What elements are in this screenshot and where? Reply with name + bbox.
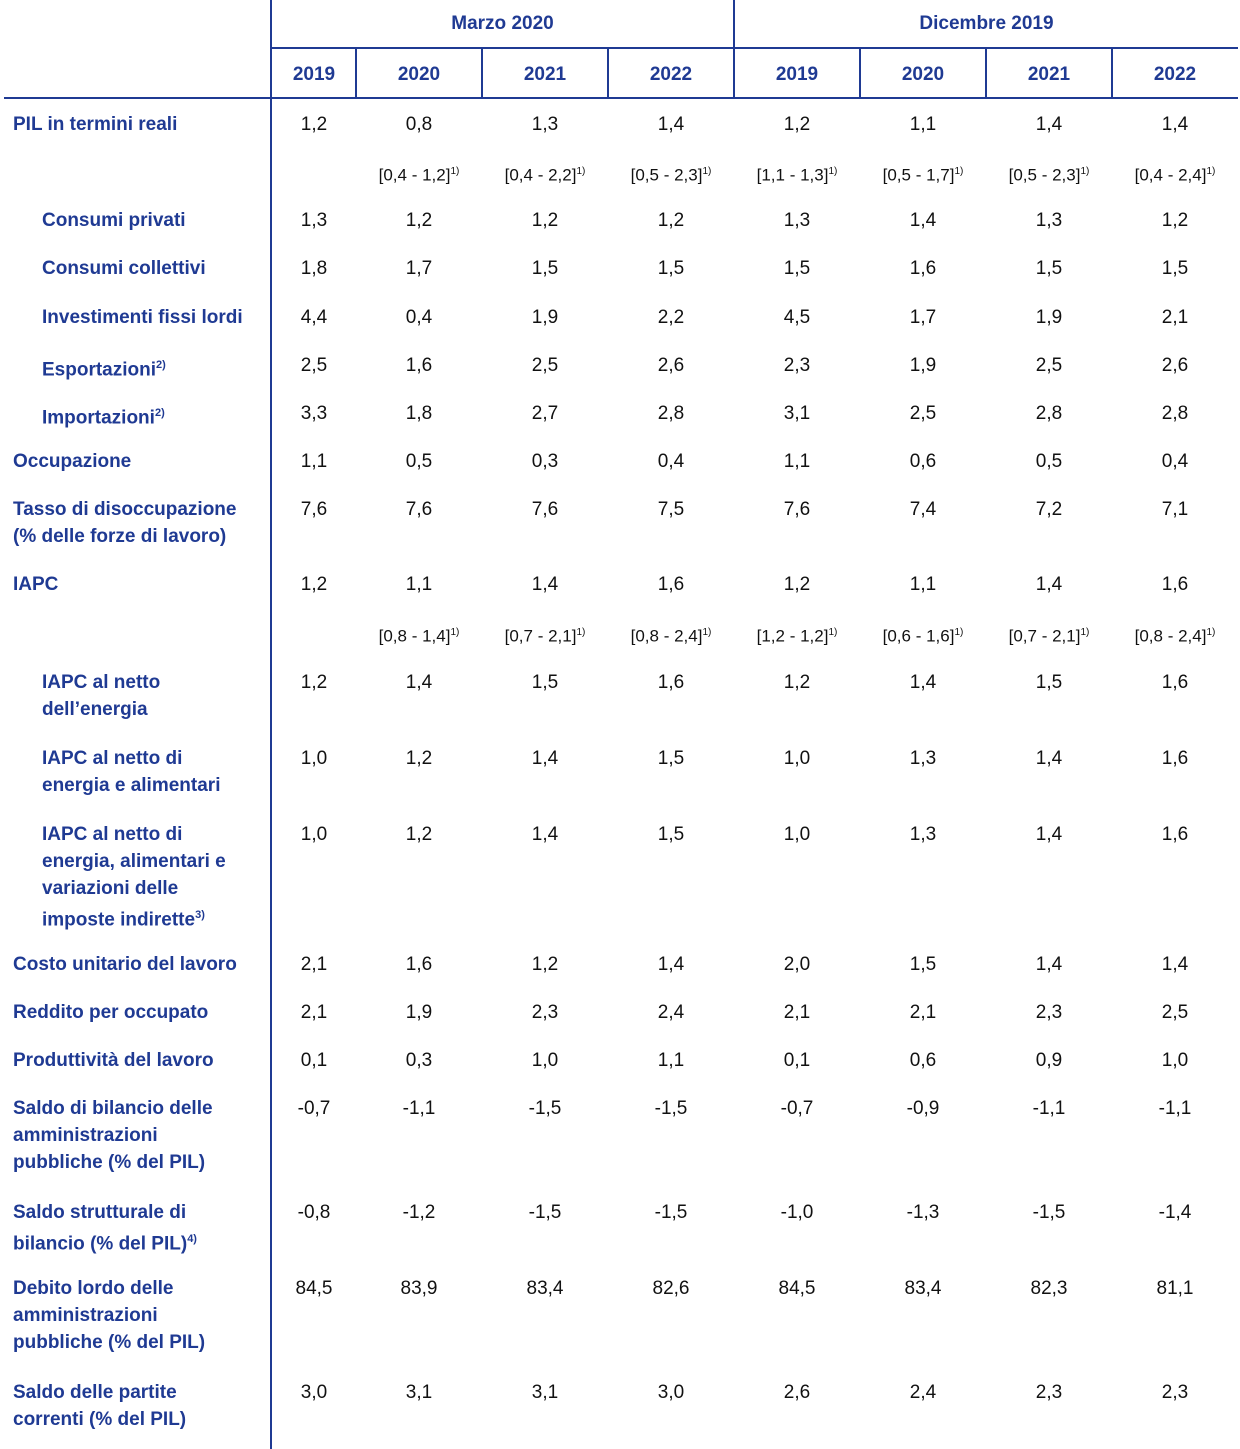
value-cell: 0,6	[909, 451, 937, 472]
value-cell: 3,1	[405, 1382, 433, 1403]
value-cell: 1,6	[657, 574, 685, 595]
value-cell: 0,9	[1035, 1050, 1063, 1071]
value-cell: 2,4	[909, 1382, 937, 1403]
value-cell: 84,5	[295, 1278, 333, 1299]
value-cell: 1,6	[909, 258, 937, 279]
value-cell: -1,5	[528, 1202, 562, 1223]
row-label	[42, 821, 226, 933]
row-label-line: pubbliche (% del PIL)	[13, 1152, 206, 1173]
value-cell: 4,5	[783, 307, 811, 328]
row-label-line: Consumi privati	[42, 210, 186, 231]
value-cell: 2,5	[1161, 1002, 1189, 1023]
value-cell: 1,4	[405, 672, 433, 693]
row-label-line: variazioni delle	[42, 878, 179, 899]
value-cell: 2,3	[1161, 1382, 1189, 1403]
value-cell: 3,3	[300, 403, 328, 424]
value-cell: 1,5	[1161, 258, 1189, 279]
row-label	[42, 255, 206, 282]
value-cell: 1,3	[909, 824, 937, 845]
value-cell: 0,5	[1035, 451, 1063, 472]
value-cell: 1,4	[909, 672, 937, 693]
value-cell: 1,5	[909, 954, 937, 975]
value-cell: -0,8	[297, 1202, 331, 1223]
value-cell: 1,7	[909, 307, 937, 328]
value-cell: 2,6	[783, 1382, 811, 1403]
value-cell: 2,5	[1035, 355, 1063, 376]
range-cell	[482, 619, 608, 650]
value-cell: 1,4	[1161, 954, 1189, 975]
value-cell: 2,3	[1035, 1002, 1063, 1023]
value-cell: 0,3	[405, 1050, 433, 1071]
range-value: [0,4 - 1,2]	[378, 165, 451, 185]
row-label-line: Produttività del lavoro	[13, 1050, 214, 1071]
value-cell: 1,2	[531, 954, 559, 975]
value-cell: 1,2	[405, 748, 433, 769]
value-cell: 1,0	[300, 824, 328, 845]
range-cell	[860, 158, 986, 189]
row-label	[42, 400, 165, 431]
value-cell: -1,3	[906, 1202, 940, 1223]
value-cell: -1,5	[654, 1202, 688, 1223]
value-cell: 1,4	[531, 574, 559, 595]
value-cell: 84,5	[778, 1278, 816, 1299]
row-label-line: Tasso di disoccupazione	[13, 499, 237, 520]
value-cell: 1,0	[783, 748, 811, 769]
range-value: [0,4 - 2,4]	[1134, 165, 1207, 185]
value-cell: 1,1	[300, 451, 328, 472]
value-cell: 1,2	[657, 210, 685, 231]
value-cell: 1,9	[1035, 307, 1063, 328]
value-cell: 1,2	[405, 824, 433, 845]
year-divider	[985, 49, 987, 99]
value-cell: 3,1	[783, 403, 811, 424]
value-cell: 2,3	[1035, 1382, 1063, 1403]
value-cell: 3,0	[300, 1382, 328, 1403]
footnote-marker: 1)	[1080, 627, 1090, 638]
value-cell: -0,7	[297, 1098, 331, 1119]
value-cell: 1,5	[657, 258, 685, 279]
value-cell: 1,4	[1035, 114, 1063, 135]
row-label-line: energia, alimentari e	[42, 851, 226, 872]
row-label-line: Occupazione	[13, 451, 132, 472]
value-cell: 0,3	[531, 451, 559, 472]
year-header: 2020	[397, 63, 441, 85]
value-cell: 2,6	[1161, 355, 1189, 376]
row-label-line: Reddito per occupato	[13, 1002, 209, 1023]
value-cell: 4,4	[300, 307, 328, 328]
year-divider	[481, 49, 483, 99]
value-cell: 1,6	[1161, 824, 1189, 845]
value-cell: 1,1	[909, 114, 937, 135]
range-cell	[482, 158, 608, 189]
value-cell: 0,4	[657, 451, 685, 472]
row-label	[13, 999, 208, 1026]
value-cell: 7,5	[657, 499, 685, 520]
row-label-line: dell’energia	[42, 699, 148, 720]
range-cell	[608, 619, 734, 650]
value-cell: 2,8	[1035, 403, 1063, 424]
row-label-line: Importazioni	[42, 407, 155, 429]
row-label-line: correnti (% del PIL)	[13, 1409, 187, 1430]
value-cell: 1,8	[405, 403, 433, 424]
value-cell: 1,5	[783, 258, 811, 279]
value-cell: 2,3	[531, 1002, 559, 1023]
range-value: [0,5 - 2,3]	[1008, 165, 1081, 185]
value-cell: 81,1	[1156, 1278, 1194, 1299]
row-label	[13, 111, 177, 138]
value-cell: 1,6	[657, 672, 685, 693]
year-header: 2019	[775, 63, 819, 85]
row-label-line: Investimenti fissi lordi	[42, 307, 243, 328]
value-cell: 2,1	[300, 1002, 328, 1023]
value-cell: 2,1	[300, 954, 328, 975]
value-cell: 7,6	[300, 499, 328, 520]
value-cell: 1,5	[531, 672, 559, 693]
value-cell: 2,7	[531, 403, 559, 424]
row-label-line: bilancio (% del PIL)	[13, 1233, 188, 1255]
value-cell: 1,4	[657, 114, 685, 135]
value-cell: 7,6	[783, 499, 811, 520]
range-cell	[734, 158, 860, 189]
range-value: [0,5 - 1,7]	[882, 165, 955, 185]
row-label	[42, 352, 166, 383]
value-cell: 7,4	[909, 499, 937, 520]
value-cell: 83,9	[400, 1278, 438, 1299]
value-cell: 0,5	[405, 451, 433, 472]
range-cell	[734, 619, 860, 650]
year-header: 2022	[649, 63, 693, 85]
value-cell: 2,1	[783, 1002, 811, 1023]
row-label	[42, 207, 186, 234]
footnote-marker: 1)	[576, 166, 586, 177]
row-label-line: Debito lordo delle	[13, 1278, 174, 1299]
value-cell: -1,5	[654, 1098, 688, 1119]
row-label-line: amministrazioni	[13, 1305, 158, 1326]
value-cell: 1,0	[300, 748, 328, 769]
value-cell: 1,0	[531, 1050, 559, 1071]
row-label-line: IAPC al netto di	[42, 748, 183, 769]
value-cell: 1,4	[909, 210, 937, 231]
value-cell: 2,5	[909, 403, 937, 424]
value-cell: 2,2	[657, 307, 685, 328]
row-label	[42, 669, 160, 723]
row-label-line: imposte indirette	[42, 909, 196, 931]
row-label-line: amministrazioni	[13, 1125, 158, 1146]
value-cell: -1,2	[402, 1202, 436, 1223]
footnote-marker: 1)	[702, 166, 712, 177]
value-cell: 1,6	[1161, 748, 1189, 769]
value-cell: 1,2	[300, 114, 328, 135]
value-cell: 1,2	[531, 210, 559, 231]
row-label	[13, 571, 58, 598]
value-cell: -1,0	[780, 1202, 814, 1223]
value-cell: 1,2	[783, 672, 811, 693]
row-label-line: pubbliche (% del PIL)	[13, 1332, 206, 1353]
value-cell: 1,1	[909, 574, 937, 595]
row-label	[13, 448, 131, 475]
range-cell	[860, 619, 986, 650]
value-cell: 82,6	[652, 1278, 690, 1299]
value-cell: 1,5	[657, 748, 685, 769]
range-value: [0,4 - 2,2]	[504, 165, 577, 185]
value-cell: -1,1	[402, 1098, 436, 1119]
value-cell: 0,1	[783, 1050, 811, 1071]
value-cell: 0,4	[405, 307, 433, 328]
value-cell: 2,8	[657, 403, 685, 424]
range-value: [0,8 - 2,4]	[1134, 626, 1207, 646]
value-cell: -0,9	[906, 1098, 940, 1119]
value-cell: 7,6	[405, 499, 433, 520]
value-cell: -1,5	[1032, 1202, 1066, 1223]
range-value: [0,8 - 2,4]	[630, 626, 703, 646]
value-cell: 1,5	[1035, 672, 1063, 693]
value-cell: 2,5	[531, 355, 559, 376]
row-label	[13, 1199, 197, 1257]
value-cell: 2,8	[1161, 403, 1189, 424]
year-header: 2020	[901, 63, 945, 85]
value-cell: 1,4	[1035, 574, 1063, 595]
range-cell	[356, 158, 482, 189]
year-header: 2021	[1027, 63, 1071, 85]
group-header: Marzo 2020	[451, 13, 554, 34]
footnote-marker: 2)	[154, 407, 165, 419]
value-cell: -0,7	[780, 1098, 814, 1119]
value-cell: 1,5	[657, 824, 685, 845]
value-cell: 1,3	[909, 748, 937, 769]
value-cell: 1,2	[1161, 210, 1189, 231]
value-cell: 1,3	[531, 114, 559, 135]
row-label	[13, 496, 236, 550]
value-cell: 1,0	[1161, 1050, 1189, 1071]
value-cell: 1,4	[531, 748, 559, 769]
value-cell: 7,2	[1035, 499, 1063, 520]
row-label-line: (% delle forze di lavoro)	[13, 526, 227, 547]
value-cell: 83,4	[526, 1278, 564, 1299]
row-label	[13, 951, 237, 978]
value-cell: 1,7	[405, 258, 433, 279]
value-cell: 1,2	[300, 672, 328, 693]
value-cell: 2,1	[909, 1002, 937, 1023]
value-cell: 1,1	[783, 451, 811, 472]
value-cell: 2,0	[783, 954, 811, 975]
range-cell	[1112, 158, 1238, 189]
row-label-line: Esportazioni	[42, 359, 157, 381]
range-cell	[986, 158, 1112, 189]
footnote-marker: 1)	[1080, 166, 1090, 177]
value-cell: -1,4	[1158, 1202, 1192, 1223]
value-cell: 2,6	[657, 355, 685, 376]
value-cell: 1,3	[783, 210, 811, 231]
group-header: Dicembre 2019	[919, 13, 1054, 34]
year-header: 2021	[523, 63, 567, 85]
value-cell: 1,6	[1161, 574, 1189, 595]
footnote-marker: 1)	[1206, 627, 1216, 638]
year-header: 2019	[292, 63, 336, 85]
row-label-line: IAPC	[13, 574, 59, 595]
footnote-marker: 1)	[828, 627, 838, 638]
value-cell: 1,4	[1035, 954, 1063, 975]
row-label	[13, 1275, 205, 1356]
year-header: 2022	[1153, 63, 1197, 85]
row-label-line: Saldo strutturale di	[13, 1202, 187, 1223]
range-cell	[1112, 619, 1238, 650]
value-cell: 1,9	[531, 307, 559, 328]
value-cell: 1,4	[531, 824, 559, 845]
year-divider	[859, 49, 861, 99]
footnote-marker: 1)	[954, 627, 964, 638]
row-label-line: PIL in termini reali	[13, 114, 178, 135]
range-value: [1,1 - 1,3]	[756, 165, 829, 185]
value-cell: 0,1	[300, 1050, 328, 1071]
value-cell: 1,1	[405, 574, 433, 595]
footnote-marker: 1)	[1206, 166, 1216, 177]
row-label	[13, 1047, 214, 1074]
range-value: [0,8 - 1,4]	[378, 626, 451, 646]
row-label-line: energia e alimentari	[42, 775, 221, 796]
value-cell: 1,6	[1161, 672, 1189, 693]
range-cell	[986, 619, 1112, 650]
value-cell: 0,6	[909, 1050, 937, 1071]
row-label	[13, 1379, 186, 1433]
value-cell: 1,4	[1035, 748, 1063, 769]
row-label	[42, 745, 220, 799]
value-cell: 7,1	[1161, 499, 1189, 520]
value-cell: 1,2	[783, 574, 811, 595]
value-cell: 1,9	[405, 1002, 433, 1023]
value-cell: 2,1	[1161, 307, 1189, 328]
row-label-line: Costo unitario del lavoro	[13, 954, 237, 975]
value-cell: 1,4	[657, 954, 685, 975]
value-cell: 3,0	[657, 1382, 685, 1403]
value-cell: 1,6	[405, 954, 433, 975]
range-value: [0,7 - 2,1]	[504, 626, 577, 646]
row-label-line: Consumi collettivi	[42, 258, 206, 279]
value-cell: 1,4	[1161, 114, 1189, 135]
value-cell: 7,6	[531, 499, 559, 520]
range-value: [0,7 - 2,1]	[1008, 626, 1081, 646]
value-cell: 1,5	[531, 258, 559, 279]
year-divider	[355, 49, 357, 99]
row-label	[42, 304, 243, 331]
value-cell: 1,1	[657, 1050, 685, 1071]
value-cell: 1,3	[300, 210, 328, 231]
value-cell: 1,8	[300, 258, 328, 279]
value-cell: -1,1	[1032, 1098, 1066, 1119]
value-cell: 1,3	[1035, 210, 1063, 231]
year-divider	[1111, 49, 1113, 99]
value-cell: 1,2	[300, 574, 328, 595]
value-cell: 2,3	[783, 355, 811, 376]
row-label-line: Saldo di bilancio delle	[13, 1098, 213, 1119]
value-cell: 0,4	[1161, 451, 1189, 472]
row-label	[13, 1095, 213, 1176]
footnote-marker: 1)	[954, 166, 964, 177]
row-label-line: IAPC al netto	[42, 672, 161, 693]
footnote-marker: 1)	[702, 627, 712, 638]
value-cell: 1,6	[405, 355, 433, 376]
row-label-line: Saldo delle partite	[13, 1382, 177, 1403]
value-cell: 1,4	[1035, 824, 1063, 845]
value-cell: -1,5	[528, 1098, 562, 1119]
value-cell: 83,4	[904, 1278, 942, 1299]
value-cell: 1,2	[783, 114, 811, 135]
range-value: [1,2 - 1,2]	[756, 626, 829, 646]
value-cell: 2,5	[300, 355, 328, 376]
range-cell	[356, 619, 482, 650]
range-value: [0,6 - 1,6]	[882, 626, 955, 646]
range-value: [0,5 - 2,3]	[630, 165, 703, 185]
footnote-marker: 4)	[187, 1233, 197, 1245]
range-cell	[608, 158, 734, 189]
value-cell: 3,1	[531, 1382, 559, 1403]
value-cell: 1,0	[783, 824, 811, 845]
row-label-line: IAPC al netto di	[42, 824, 183, 845]
footnote-marker: 2)	[156, 359, 166, 371]
footnote-marker: 1)	[828, 166, 838, 177]
value-cell: 82,3	[1030, 1278, 1068, 1299]
footnote-marker: 1)	[450, 166, 460, 177]
year-divider	[607, 49, 609, 99]
value-cell: 2,4	[657, 1002, 685, 1023]
value-cell: 1,9	[909, 355, 937, 376]
footnote-marker: 1)	[450, 627, 460, 638]
footnote-marker: 3)	[195, 909, 205, 921]
value-cell: 1,2	[405, 210, 433, 231]
value-cell: 0,8	[405, 114, 433, 135]
value-cell: -1,1	[1158, 1098, 1192, 1119]
value-cell: 1,5	[1035, 258, 1063, 279]
footnote-marker: 1)	[576, 627, 586, 638]
